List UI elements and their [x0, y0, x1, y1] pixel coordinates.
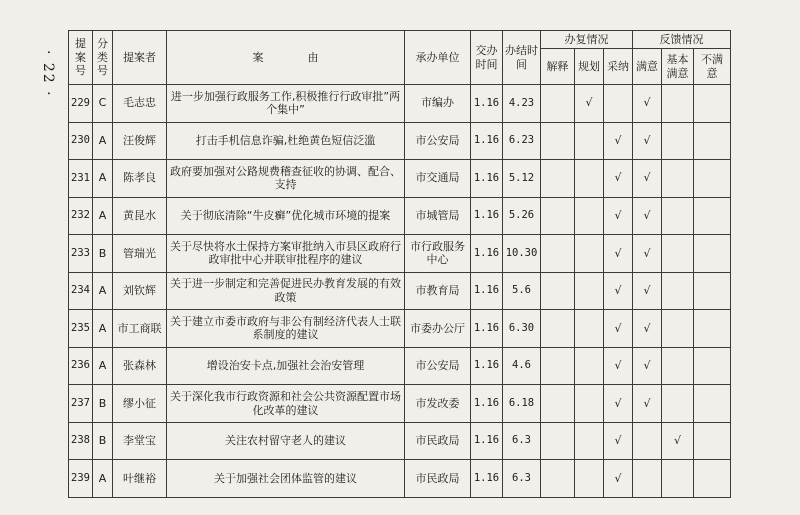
cell-handover-time: 1.16: [471, 385, 503, 423]
cell-id: 235: [69, 310, 93, 348]
cell-proposer: 叶继裕: [113, 460, 167, 498]
cell-unit: 市行政服务中心: [405, 235, 471, 273]
cell-handover-time: 1.16: [471, 122, 503, 160]
cell-completion-time: 6.3: [503, 460, 541, 498]
cell-reply-adopt: √: [604, 460, 633, 498]
cell-reply-explain: [541, 347, 575, 385]
cell-reply-explain: [541, 272, 575, 310]
table-row: [69, 347, 731, 385]
cell-category: C: [93, 85, 113, 123]
cell-feedback-basically-satisfied: [662, 85, 694, 123]
cell-feedback-unsatisfied: [694, 460, 731, 498]
cell-handover-time: 1.16: [471, 422, 503, 460]
cell-proposer: 张森林: [113, 347, 167, 385]
cell-reason: 增设治安卡点,加强社会治安管理: [167, 347, 405, 385]
cell-reply-adopt: √: [604, 160, 633, 198]
cell-proposer: 市工商联: [113, 310, 167, 348]
cell-feedback-basically-satisfied: [662, 385, 694, 423]
cell-reply-explain: [541, 197, 575, 235]
cell-reply-adopt: √: [604, 122, 633, 160]
cell-feedback-unsatisfied: [694, 347, 731, 385]
cell-reply-adopt: [604, 85, 633, 123]
header-feedback-basically-satisfied: 基本满意: [662, 49, 694, 85]
cell-reply-adopt: √: [604, 235, 633, 273]
cell-reply-plan: [575, 422, 604, 460]
cell-completion-time: 4.23: [503, 85, 541, 123]
cell-feedback-unsatisfied: [694, 160, 731, 198]
table-row: [69, 85, 731, 123]
cell-completion-time: 6.30: [503, 310, 541, 348]
header-category: 分类号: [93, 31, 113, 85]
cell-handover-time: 1.16: [471, 460, 503, 498]
cell-feedback-basically-satisfied: [662, 160, 694, 198]
cell-proposer: 汪俊辉: [113, 122, 167, 160]
cell-category: A: [93, 347, 113, 385]
cell-unit: 市公安局: [405, 347, 471, 385]
table-row: [69, 460, 731, 498]
cell-reason: 关于进一步制定和完善促进民办教育发展的有效政策: [167, 272, 405, 310]
cell-reply-adopt: √: [604, 347, 633, 385]
cell-reply-plan: [575, 197, 604, 235]
cell-unit: 市发改委: [405, 385, 471, 423]
cell-feedback-unsatisfied: [694, 272, 731, 310]
cell-completion-time: 6.18: [503, 385, 541, 423]
cell-handover-time: 1.16: [471, 235, 503, 273]
header-id: 提案号: [69, 31, 93, 85]
table-body: [69, 85, 731, 498]
cell-reason: 关于尽快将水土保持方案审批纳入市县区政府行政审批中心并联审批程序的建议: [167, 235, 405, 273]
cell-reply-explain: [541, 460, 575, 498]
proposal-table: [68, 30, 731, 498]
cell-feedback-unsatisfied: [694, 385, 731, 423]
cell-reply-plan: [575, 272, 604, 310]
cell-handover-time: 1.16: [471, 85, 503, 123]
cell-reason: 关注农村留守老人的建议: [167, 422, 405, 460]
cell-feedback-satisfied: [633, 422, 662, 460]
table-row: [69, 122, 731, 160]
cell-id: 237: [69, 385, 93, 423]
cell-reason: 关于深化我市行政资源和社会公共资源配置市场化改革的建议: [167, 385, 405, 423]
cell-feedback-unsatisfied: [694, 422, 731, 460]
cell-proposer: 陈孝良: [113, 160, 167, 198]
cell-reason: 关于彻底清除“牛皮癣”优化城市环境的提案: [167, 197, 405, 235]
cell-reply-plan: [575, 460, 604, 498]
table-row: [69, 197, 731, 235]
cell-unit: 市民政局: [405, 460, 471, 498]
cell-category: B: [93, 422, 113, 460]
cell-proposer: 李堂宝: [113, 422, 167, 460]
cell-reply-plan: [575, 385, 604, 423]
cell-feedback-basically-satisfied: [662, 347, 694, 385]
header-unit: 承办单位: [405, 31, 471, 85]
cell-completion-time: 5.6: [503, 272, 541, 310]
cell-category: A: [93, 160, 113, 198]
cell-feedback-basically-satisfied: [662, 460, 694, 498]
cell-id: 232: [69, 197, 93, 235]
cell-id: 234: [69, 272, 93, 310]
table-row: [69, 235, 731, 273]
cell-completion-time: 4.6: [503, 347, 541, 385]
cell-reason: 进一步加强行政服务工作,积极推行行政审批”两个集中”: [167, 85, 405, 123]
table-row: [69, 272, 731, 310]
header-completion-time: 办结时间: [503, 31, 541, 85]
cell-category: A: [93, 460, 113, 498]
cell-unit: 市公安局: [405, 122, 471, 160]
cell-reply-explain: [541, 235, 575, 273]
cell-proposer: 管瑞光: [113, 235, 167, 273]
cell-category: A: [93, 272, 113, 310]
header-reply-status: 办复情况: [541, 31, 633, 49]
cell-unit: 市民政局: [405, 422, 471, 460]
cell-reply-plan: [575, 347, 604, 385]
cell-handover-time: 1.16: [471, 347, 503, 385]
table-row: [69, 310, 731, 348]
cell-feedback-basically-satisfied: [662, 197, 694, 235]
cell-feedback-unsatisfied: [694, 85, 731, 123]
cell-category: A: [93, 310, 113, 348]
cell-proposer: 毛志忠: [113, 85, 167, 123]
cell-unit: 市编办: [405, 85, 471, 123]
cell-reply-adopt: √: [604, 272, 633, 310]
cell-handover-time: 1.16: [471, 272, 503, 310]
cell-reply-explain: [541, 122, 575, 160]
cell-reply-adopt: √: [604, 422, 633, 460]
cell-category: A: [93, 122, 113, 160]
cell-category: B: [93, 235, 113, 273]
cell-feedback-satisfied: √: [633, 385, 662, 423]
cell-id: 233: [69, 235, 93, 273]
cell-handover-time: 1.16: [471, 310, 503, 348]
cell-feedback-basically-satisfied: √: [662, 422, 694, 460]
cell-category: B: [93, 385, 113, 423]
table-header: [69, 31, 731, 85]
header-feedback-satisfied: 满意: [633, 49, 662, 85]
cell-reply-plan: [575, 160, 604, 198]
cell-feedback-basically-satisfied: [662, 272, 694, 310]
cell-completion-time: 5.12: [503, 160, 541, 198]
cell-feedback-satisfied: √: [633, 347, 662, 385]
cell-unit: 市教育局: [405, 272, 471, 310]
cell-proposer: 刘钦辉: [113, 272, 167, 310]
cell-proposer: 黄昆水: [113, 197, 167, 235]
cell-feedback-satisfied: √: [633, 197, 662, 235]
cell-feedback-satisfied: [633, 460, 662, 498]
cell-reason: 打击手机信息诈骗,杜绝黄色短信泛滥: [167, 122, 405, 160]
cell-reply-adopt: √: [604, 385, 633, 423]
cell-id: 238: [69, 422, 93, 460]
cell-feedback-unsatisfied: [694, 197, 731, 235]
cell-feedback-unsatisfied: [694, 122, 731, 160]
table-row: [69, 160, 731, 198]
cell-feedback-satisfied: √: [633, 85, 662, 123]
cell-id: 230: [69, 122, 93, 160]
cell-feedback-basically-satisfied: [662, 122, 694, 160]
cell-reply-explain: [541, 160, 575, 198]
cell-completion-time: 5.26: [503, 197, 541, 235]
header-reply-adopt: 采纳: [604, 49, 633, 85]
cell-id: 231: [69, 160, 93, 198]
cell-feedback-basically-satisfied: [662, 235, 694, 273]
cell-reply-plan: [575, 122, 604, 160]
cell-reason: 关于加强社会团体监管的建议: [167, 460, 405, 498]
cell-feedback-basically-satisfied: [662, 310, 694, 348]
cell-unit: 市交通局: [405, 160, 471, 198]
cell-unit: 市委办公厅: [405, 310, 471, 348]
cell-category: A: [93, 197, 113, 235]
cell-feedback-satisfied: √: [633, 122, 662, 160]
header-reason: 案 由: [167, 31, 405, 85]
cell-reply-adopt: √: [604, 310, 633, 348]
cell-handover-time: 1.16: [471, 197, 503, 235]
cell-id: 236: [69, 347, 93, 385]
cell-reply-plan: [575, 235, 604, 273]
cell-reply-plan: [575, 310, 604, 348]
cell-reply-explain: [541, 422, 575, 460]
table-row: [69, 385, 731, 423]
header-reply-explain: 解释: [541, 49, 575, 85]
cell-id: 239: [69, 460, 93, 498]
cell-reason: 政府要加强对公路规费稽查征收的协调、配合、支持: [167, 160, 405, 198]
header-feedback-status: 反馈情况: [633, 31, 731, 49]
header-handover-time: 交办时间: [471, 31, 503, 85]
header-reply-plan: 规划: [575, 49, 604, 85]
cell-reply-explain: [541, 310, 575, 348]
cell-feedback-satisfied: √: [633, 235, 662, 273]
cell-feedback-unsatisfied: [694, 235, 731, 273]
cell-feedback-satisfied: √: [633, 272, 662, 310]
cell-unit: 市城管局: [405, 197, 471, 235]
cell-completion-time: 6.3: [503, 422, 541, 460]
header-proposer: 提案者: [113, 31, 167, 85]
cell-completion-time: 6.23: [503, 122, 541, 160]
cell-completion-time: 10.30: [503, 235, 541, 273]
cell-handover-time: 1.16: [471, 160, 503, 198]
cell-feedback-satisfied: √: [633, 160, 662, 198]
cell-id: 229: [69, 85, 93, 123]
table-row: [69, 422, 731, 460]
cell-reply-adopt: √: [604, 197, 633, 235]
cell-reply-explain: [541, 385, 575, 423]
header-feedback-unsatisfied: 不满意: [694, 49, 731, 85]
page-number: · 22 ·: [40, 50, 56, 98]
cell-feedback-unsatisfied: [694, 310, 731, 348]
cell-reply-plan: √: [575, 85, 604, 123]
cell-proposer: 缪小征: [113, 385, 167, 423]
cell-reason: 关于建立市委市政府与非公有制经济代表人士联系制度的建议: [167, 310, 405, 348]
cell-reply-explain: [541, 85, 575, 123]
cell-feedback-satisfied: √: [633, 310, 662, 348]
